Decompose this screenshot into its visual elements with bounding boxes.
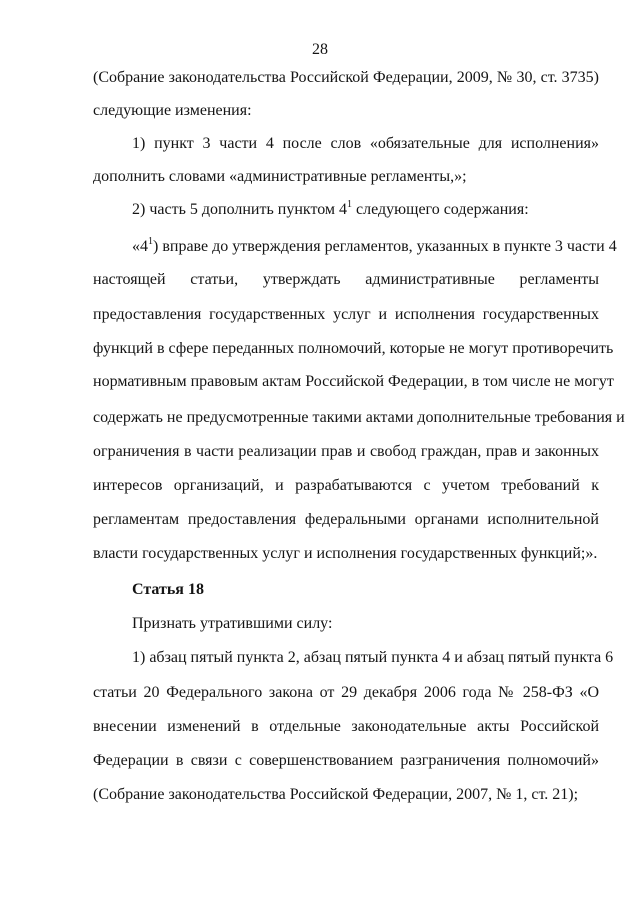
text-line: функций в сфере переданных полномочий, которые не могут противоречить bbox=[93, 340, 614, 357]
superscript: 1 bbox=[347, 199, 353, 210]
text-line: следующие изменения: bbox=[93, 102, 252, 119]
text-line: нормативным правовым актам Российской Федерации, в том числе не могут bbox=[93, 373, 614, 390]
text-line: интересов организаций, и разрабатываются с учетом требований к bbox=[93, 477, 599, 494]
text-fragment: следующего содержания: bbox=[352, 201, 529, 218]
text-line: 1) абзац пятый пункта 2, абзац пятый пункта 4 и абзац пятый пункта 6 bbox=[132, 649, 614, 666]
text-line: ограничения в части реализации прав и свобод граждан, прав и законных bbox=[93, 443, 599, 460]
text-fragment: 2) часть 5 дополнить пунктом 4 bbox=[132, 201, 348, 218]
text-line: дополнить словами «административные регламенты,»; bbox=[93, 168, 467, 185]
text-line: Федерации в связи с совершенствованием разграничения полномочий» bbox=[93, 752, 599, 769]
text-line: предоставления государственных услуг и исполнения государственных bbox=[93, 306, 599, 323]
text-line: содержать не предусмотренные такими актами дополнительные требования и bbox=[93, 409, 625, 426]
article-heading: Статья 18 bbox=[132, 581, 204, 598]
text-fragment: «4 bbox=[132, 238, 148, 255]
superscript: 1 bbox=[148, 236, 153, 247]
text-line: Признать утратившими силу: bbox=[132, 615, 333, 632]
text-line: внесении изменений в отдельные законодательные акты Российской bbox=[93, 718, 599, 735]
text-line: статьи 20 Федерального закона от 29 декабря 2006 года № 258-ФЗ «О bbox=[93, 684, 599, 701]
text-line bbox=[132, 236, 617, 257]
text-line: регламентам предоставления федеральными органами исполнительной bbox=[93, 511, 599, 528]
text-line: 1) пункт 3 части 4 после слов «обязательные для исполнения» bbox=[132, 135, 599, 152]
text-line: настоящей статьи, утверждать административные регламенты bbox=[93, 271, 599, 288]
text-line: власти государственных услуг и исполнения государственных функций;». bbox=[93, 545, 598, 562]
text-line: (Собрание законодательства Российской Федерации, 2007, № 1, ст. 21); bbox=[93, 786, 579, 803]
text-fragment: ) вправе до утверждения регламентов, указанных в пункте 3 части 4 bbox=[153, 238, 617, 255]
text-line: (Собрание законодательства Российской Федерации, 2009, № 30, ст. 3735) bbox=[93, 69, 599, 86]
text-line bbox=[132, 200, 599, 220]
page-number: 28 bbox=[312, 41, 328, 58]
